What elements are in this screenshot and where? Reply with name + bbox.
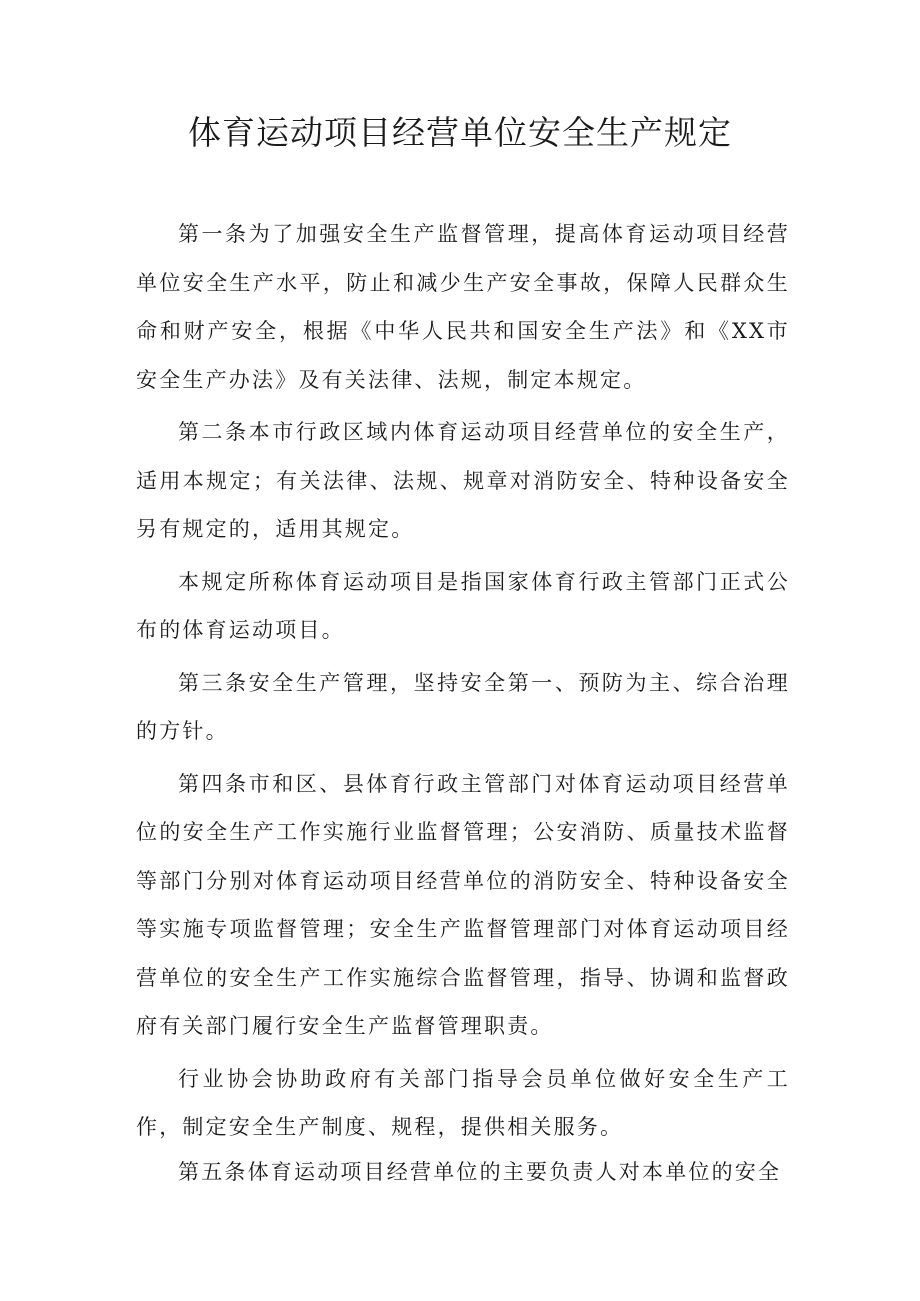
document-body (136, 210, 790, 1196)
paragraph-article-3: 第三条安全生产管理，坚持安全第一、预防为主、综合治理的方针。 (136, 670, 790, 743)
paragraph-article-1: 第一条为了加强安全生产监督管理，提高体育运动项目经营单位安全生产水平，防止和减少生产安全事故，保障人民群众生命和财产安全，根据《中华人民共和国安全生产法》和《XX市安全生产办法》及有关法律、法规，制定本规定。 (136, 222, 790, 392)
document-title: 体育运动项目经营单位安全生产规定 (188, 113, 732, 152)
paragraph-article-5: 第五条体育运动项目经营单位的主要负责人对本单位的安全 (178, 1159, 782, 1184)
paragraph-definition: 本规定所称体育运动项目是指国家体育行政主管部门正式公布的体育运动项目。 (136, 569, 790, 642)
paragraph-industry-association: 行业协会协助政府有关部门指导会员单位做好安全生产工作，制定安全生产制度、规程，提供相关服务。 (136, 1066, 790, 1139)
paragraph-article-4: 第四条市和区、县体育行政主管部门对体育运动项目经营单位的安全生产工作实施行业监督管理；公安消防、质量技术监督等部门分别对体育运动项目经营单位的消防安全、特种设备安全等实施专项监督管理；安全生产监督管理部门对体育运动项目经营单位的安全生产工作实施综合监督管理，指导、协调和监督政府有关部门履行安全生产监督管理职责。 (136, 771, 790, 1038)
paragraph-article-2: 第二条本市行政区域内体育运动项目经营单位的安全生产，适用本规定；有关法律、法规、规章对消防安全、特种设备安全另有规定的，适用其规定。 (136, 420, 790, 541)
